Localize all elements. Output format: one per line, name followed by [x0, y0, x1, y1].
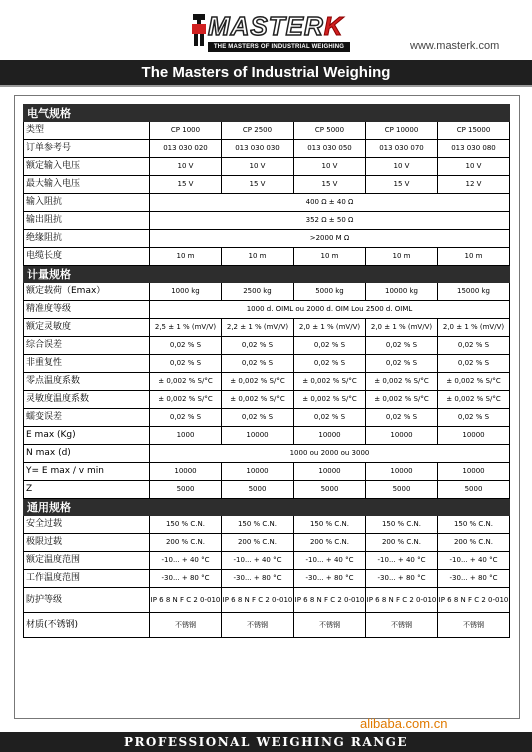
header: [0, 0, 532, 60]
table-cell: 0,02 % S: [438, 355, 510, 373]
table-cell: 10000 kg: [366, 283, 438, 301]
row-label: 综合误差: [24, 337, 150, 355]
table-cell: 2,0 ± 1 % (mV/V): [294, 319, 366, 337]
table-row: [24, 248, 510, 266]
row-label: 灵敏度温度系数: [24, 391, 150, 409]
table-cell: 0,02 % S: [294, 409, 366, 427]
table-cell: 200 % C.N.: [294, 534, 366, 552]
table-cell: 0,02 % S: [366, 409, 438, 427]
table-cell: 10 m: [294, 248, 366, 266]
row-label: 最大输入电压: [24, 176, 150, 194]
table-cell: -30... + 80 °C: [150, 570, 222, 588]
table-cell: 5000: [438, 481, 510, 499]
table-row: [24, 516, 510, 534]
table-cell: IP 6 8 N F C 2 0-010: [366, 588, 438, 613]
table-cell: 15 V: [222, 176, 294, 194]
table-cell: 150 % C.N.: [150, 516, 222, 534]
table-cell: 不锈钢: [294, 613, 366, 638]
table-cell: -30... + 80 °C: [222, 570, 294, 588]
table-cell: 150 % C.N.: [366, 516, 438, 534]
watermark: alibaba.com.cn: [360, 716, 448, 731]
table-cell: 10000: [366, 427, 438, 445]
table-cell: 5000 kg: [294, 283, 366, 301]
table-cell: 10000: [366, 463, 438, 481]
table-cell: ± 0,002 % S/°C: [366, 373, 438, 391]
spanning-value: 400 Ω ± 40 Ω: [150, 194, 510, 212]
table-cell: 10 m: [150, 248, 222, 266]
spanning-value: 352 Ω ± 50 Ω: [150, 212, 510, 230]
table-cell: 0,02 % S: [222, 409, 294, 427]
table-row: [24, 534, 510, 552]
table-row: [24, 337, 510, 355]
divider: [0, 85, 532, 87]
table-cell: 10 V: [438, 158, 510, 176]
row-label: 输出阻抗: [24, 212, 150, 230]
logo-subtitle: THE MASTERS OF INDUSTRIAL WEIGHING: [208, 42, 350, 52]
table-row: [24, 194, 510, 212]
table-cell: 013 030 030: [222, 140, 294, 158]
row-label: 防护等级: [24, 588, 150, 613]
table-cell: 2,0 ± 1 % (mV/V): [366, 319, 438, 337]
row-label: 绝缘阻抗: [24, 230, 150, 248]
table-cell: 10000: [438, 463, 510, 481]
table-cell: 0,02 % S: [294, 355, 366, 373]
table-cell: 10 m: [438, 248, 510, 266]
footer-text: PROFESSIONAL WEIGHING RANGE: [123, 735, 409, 749]
table-cell: -10... + 40 °C: [222, 552, 294, 570]
weighing-figure-icon: [190, 14, 208, 48]
table-cell: IP 6 8 N F C 2 0-010: [438, 588, 510, 613]
table-row: [24, 409, 510, 427]
row-label: 类型: [24, 122, 150, 140]
table-cell: ± 0,002 % S/°C: [438, 373, 510, 391]
tagline: The Masters of Industrial Weighing: [141, 64, 391, 81]
table-cell: 200 % C.N.: [438, 534, 510, 552]
tagline-band: [0, 60, 532, 85]
table-row: [24, 463, 510, 481]
table-cell: 0,02 % S: [150, 337, 222, 355]
table-cell: 5000: [294, 481, 366, 499]
table-cell: 10000: [222, 463, 294, 481]
table-cell: 013 030 070: [366, 140, 438, 158]
table-row: [24, 481, 510, 499]
table-row: [24, 613, 510, 638]
section-title: 计量规格: [24, 266, 510, 283]
table-cell: 10000: [150, 463, 222, 481]
table-row: [24, 570, 510, 588]
table-row: [24, 373, 510, 391]
table-cell: 0,02 % S: [150, 355, 222, 373]
table-cell: 0,02 % S: [222, 355, 294, 373]
table-cell: 5000: [150, 481, 222, 499]
table-cell: 150 % C.N.: [222, 516, 294, 534]
table-cell: ± 0,002 % S/°C: [222, 391, 294, 409]
spanning-value: >2000 M Ω: [150, 230, 510, 248]
table-cell: 不锈钢: [366, 613, 438, 638]
table-cell: 200 % C.N.: [366, 534, 438, 552]
table-cell: CP 2500: [222, 122, 294, 140]
section-header: [24, 499, 510, 516]
table-cell: 2,5 ± 1 % (mV/V): [150, 319, 222, 337]
table-row: [24, 176, 510, 194]
table-cell: 10 V: [294, 158, 366, 176]
table-cell: ± 0,002 % S/°C: [150, 373, 222, 391]
row-label: 安全过载: [24, 516, 150, 534]
table-cell: IP 6 8 N F C 2 0-010: [294, 588, 366, 613]
table-cell: CP 1000: [150, 122, 222, 140]
table-cell: 不锈钢: [438, 613, 510, 638]
table-cell: 0,02 % S: [366, 337, 438, 355]
table-cell: 10000: [294, 427, 366, 445]
row-label: E max (Kg): [24, 427, 150, 445]
table-cell: ± 0,002 % S/°C: [294, 391, 366, 409]
row-label: 额定载荷（Emax）: [24, 283, 150, 301]
table-cell: -30... + 80 °C: [294, 570, 366, 588]
table-cell: CP 5000: [294, 122, 366, 140]
table-cell: 0,02 % S: [150, 409, 222, 427]
section-header: [24, 105, 510, 122]
table-cell: 10000: [438, 427, 510, 445]
table-cell: -10... + 40 °C: [150, 552, 222, 570]
table-row: [24, 122, 510, 140]
row-label: 电缆长度: [24, 248, 150, 266]
table-row: [24, 319, 510, 337]
table-row: [24, 427, 510, 445]
table-cell: 不锈钢: [222, 613, 294, 638]
table-cell: 15000 kg: [438, 283, 510, 301]
table-cell: 1000 kg: [150, 283, 222, 301]
section-title: 通用规格: [24, 499, 510, 516]
row-label: 额定温度范围: [24, 552, 150, 570]
table-cell: 5000: [222, 481, 294, 499]
row-label: 零点温度系数: [24, 373, 150, 391]
table-cell: 10000: [222, 427, 294, 445]
logo-wordmark: MASTERK: [208, 11, 344, 41]
table-row: [24, 140, 510, 158]
table-cell: 15 V: [366, 176, 438, 194]
table-cell: 150 % C.N.: [294, 516, 366, 534]
table-cell: 10 m: [222, 248, 294, 266]
table-cell: 10 V: [150, 158, 222, 176]
section-header: [24, 266, 510, 283]
table-cell: -10... + 40 °C: [366, 552, 438, 570]
row-label: 订单参考号: [24, 140, 150, 158]
table-cell: 2,0 ± 1 % (mV/V): [438, 319, 510, 337]
table-cell: ± 0,002 % S/°C: [294, 373, 366, 391]
row-label: Y= E max / v min: [24, 463, 150, 481]
table-cell: 200 % C.N.: [150, 534, 222, 552]
table-cell: 013 030 080: [438, 140, 510, 158]
table-cell: 12 V: [438, 176, 510, 194]
table-row: [24, 552, 510, 570]
table-row: [24, 283, 510, 301]
row-label: 工作温度范围: [24, 570, 150, 588]
row-label: 非重复性: [24, 355, 150, 373]
spec-table: [23, 104, 510, 638]
row-label: N max (d): [24, 445, 150, 463]
table-cell: 0,02 % S: [222, 337, 294, 355]
section-title: 电气规格: [24, 105, 510, 122]
table-row: [24, 355, 510, 373]
table-cell: 2500 kg: [222, 283, 294, 301]
table-cell: 5000: [366, 481, 438, 499]
table-cell: ± 0,002 % S/°C: [222, 373, 294, 391]
table-cell: 15 V: [294, 176, 366, 194]
table-cell: ± 0,002 % S/°C: [366, 391, 438, 409]
table-row: [24, 301, 510, 319]
table-cell: 10 m: [366, 248, 438, 266]
table-cell: 0,02 % S: [294, 337, 366, 355]
row-label: 蠕变误差: [24, 409, 150, 427]
table-cell: 0,02 % S: [366, 355, 438, 373]
table-cell: -30... + 80 °C: [438, 570, 510, 588]
table-cell: -10... + 40 °C: [438, 552, 510, 570]
row-label: 额定输入电压: [24, 158, 150, 176]
table-cell: CP 15000: [438, 122, 510, 140]
table-cell: ± 0,002 % S/°C: [438, 391, 510, 409]
row-label: 输入阻抗: [24, 194, 150, 212]
table-cell: 15 V: [150, 176, 222, 194]
spanning-value: 1000 ou 2000 ou 3000: [150, 445, 510, 463]
table-cell: 1000: [150, 427, 222, 445]
row-label: Z: [24, 481, 150, 499]
table-row: [24, 588, 510, 613]
table-cell: -30... + 80 °C: [366, 570, 438, 588]
table-cell: 150 % C.N.: [438, 516, 510, 534]
spanning-value: 1000 d. OIML ou 2000 d. OIM Lou 2500 d. OIML: [150, 301, 510, 319]
table-row: [24, 158, 510, 176]
table-cell: ± 0,002 % S/°C: [150, 391, 222, 409]
table-row: [24, 212, 510, 230]
website-link[interactable]: www.masterk.com: [410, 40, 500, 52]
table-cell: 0,02 % S: [438, 409, 510, 427]
row-label: 额定灵敏度: [24, 319, 150, 337]
table-cell: 2,2 ± 1 % (mV/V): [222, 319, 294, 337]
table-cell: 10 V: [222, 158, 294, 176]
table-row: [24, 391, 510, 409]
table-row: [24, 445, 510, 463]
table-cell: IP 6 8 N F C 2 0-010: [150, 588, 222, 613]
row-label: 极限过载: [24, 534, 150, 552]
table-cell: 10 V: [366, 158, 438, 176]
table-cell: CP 10000: [366, 122, 438, 140]
table-cell: 10000: [294, 463, 366, 481]
table-cell: 0,02 % S: [438, 337, 510, 355]
footer-band: [0, 732, 532, 752]
table-row: [24, 230, 510, 248]
table-cell: 013 030 020: [150, 140, 222, 158]
table-cell: IP 6 8 N F C 2 0-010: [222, 588, 294, 613]
table-cell: 不锈钢: [150, 613, 222, 638]
row-label: 精准度等级: [24, 301, 150, 319]
table-cell: 200 % C.N.: [222, 534, 294, 552]
table-cell: -10... + 40 °C: [294, 552, 366, 570]
row-label: 材质(不锈钢): [24, 613, 150, 638]
table-cell: 013 030 050: [294, 140, 366, 158]
